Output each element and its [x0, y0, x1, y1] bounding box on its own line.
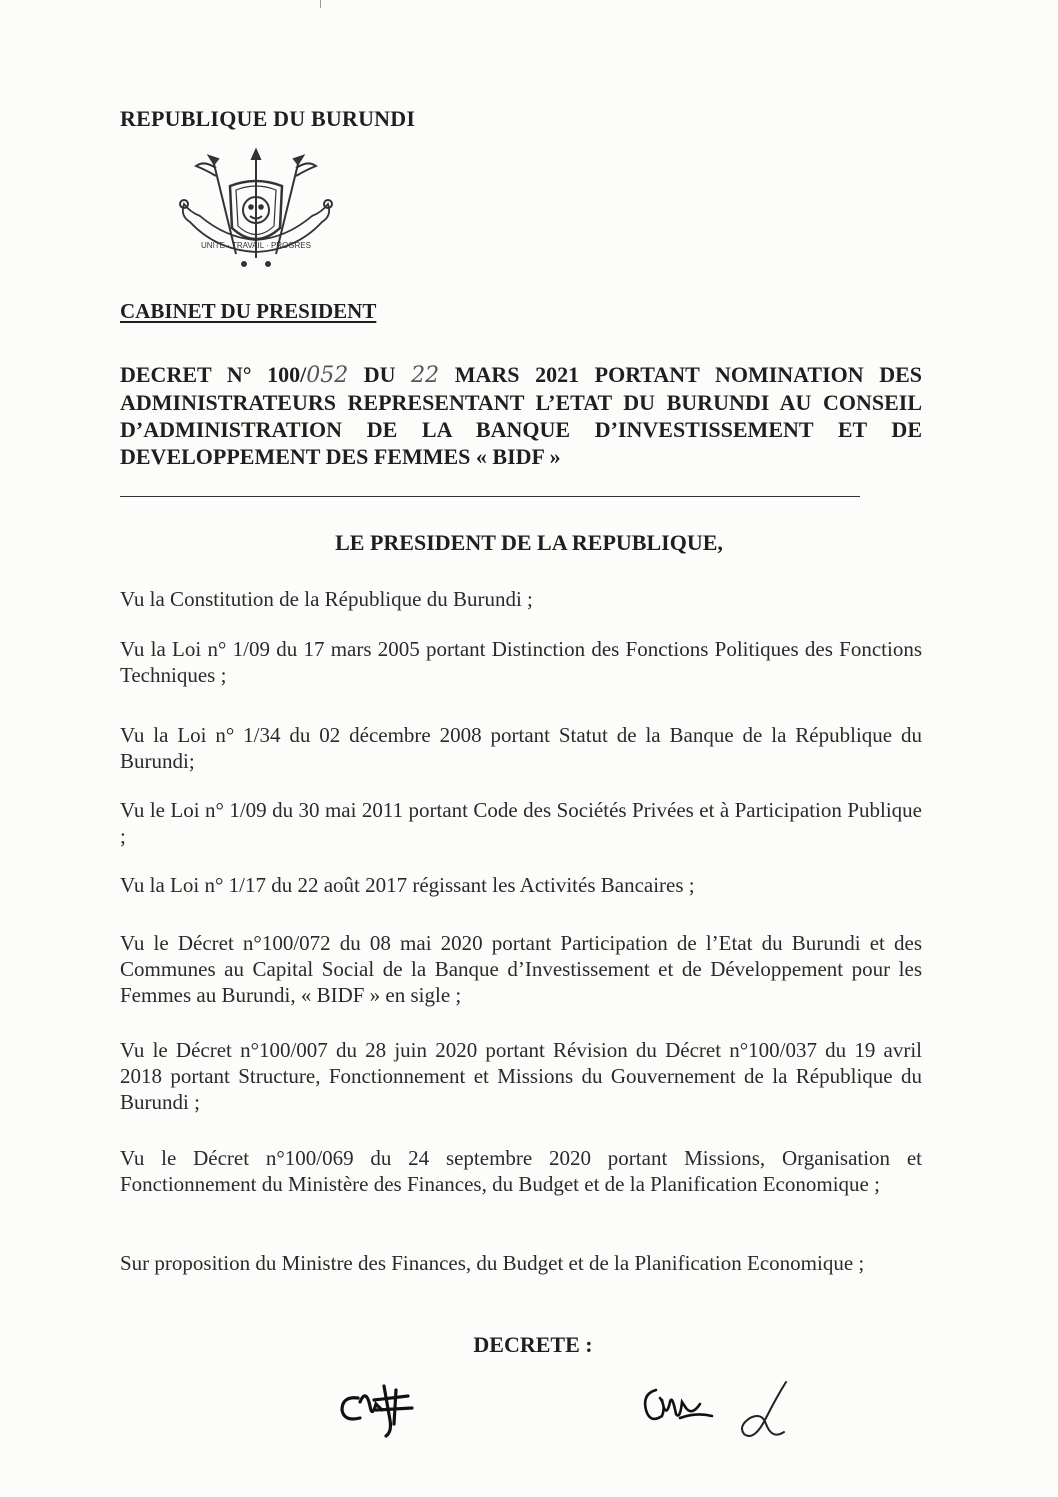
signature-initial-icon	[736, 1378, 796, 1448]
signature-initial-icon	[336, 1380, 420, 1438]
consideration-5: Vu la Loi n° 1/17 du 22 août 2017 régissant les Activités Bancaires ;	[120, 873, 695, 897]
republic-header: REPUBLIQUE DU BURUNDI	[120, 106, 416, 131]
handwritten-day: 22	[411, 363, 440, 388]
svg-text:UNITE · TRAVAIL · PROGRES: UNITE · TRAVAIL · PROGRES	[201, 241, 311, 250]
decree-title-rest: MARS 2021 PORTANT NOMINATION DES ADMINISTRATEURS REPRESENTANT L’ETAT DU BURUNDI AU CONSEIL D’ADMINISTRATION DE LA BANQUE D’INVESTISSEMENT ET DE DEVELOPPEMENT DES FEMMES « BIDF »	[120, 362, 923, 469]
handwritten-decree-number: 052	[306, 363, 349, 388]
consideration-7: Vu le Décret n°100/007 du 28 juin 2020 portant Révision du Décret n°100/037 du 19 avril 2018 portant Structure, Fonctionnement et Missions du Gouvernement de la République du Burundi ;	[120, 1038, 922, 1114]
coat-of-arms-icon	[176, 146, 336, 270]
consideration-4: Vu le Loi n° 1/09 du 30 mai 2011 portant Code des Sociétés Privées et à Participation Publique ;	[120, 798, 922, 848]
decrete-heading: DECRETE :	[473, 1332, 593, 1357]
consideration-8: Vu le Décret n°100/069 du 24 septembre 2020 portant Missions, Organisation et Fonctionnement du Ministère des Finances, du Budget et de la Planification Economique ;	[120, 1146, 922, 1196]
signature-initial-icon	[636, 1380, 720, 1434]
consideration-3: Vu la Loi n° 1/34 du 02 décembre 2008 portant Statut de la Banque de la République du Burundi;	[120, 723, 922, 773]
scan-mark	[320, 0, 321, 8]
consideration-6: Vu le Décret n°100/072 du 08 mai 2020 portant Participation de l’Etat du Burundi et des Communes au Capital Social de la Banque d’Investissement et de Développement pour les Femmes au Burundi, « BIDF » en sigle ;	[120, 931, 922, 1007]
decree-title-middle: DU	[363, 362, 396, 387]
preamble-heading: LE PRESIDENT DE LA REPUBLIQUE,	[335, 530, 723, 555]
separator-line	[120, 496, 860, 497]
cabinet-title: CABINET DU PRESIDENT	[120, 299, 377, 323]
decree-title-prefix: DECRET N° 100/	[120, 362, 307, 387]
consideration-9: Sur proposition du Ministre des Finances, du Budget et de la Planification Economique ;	[120, 1251, 865, 1275]
consideration-1: Vu la Constitution de la République du Burundi ;	[120, 587, 533, 611]
decree-title	[120, 361, 922, 470]
consideration-2: Vu la Loi n° 1/09 du 17 mars 2005 portant Distinction des Fonctions Politiques des Fonctions Techniques ;	[120, 637, 922, 687]
